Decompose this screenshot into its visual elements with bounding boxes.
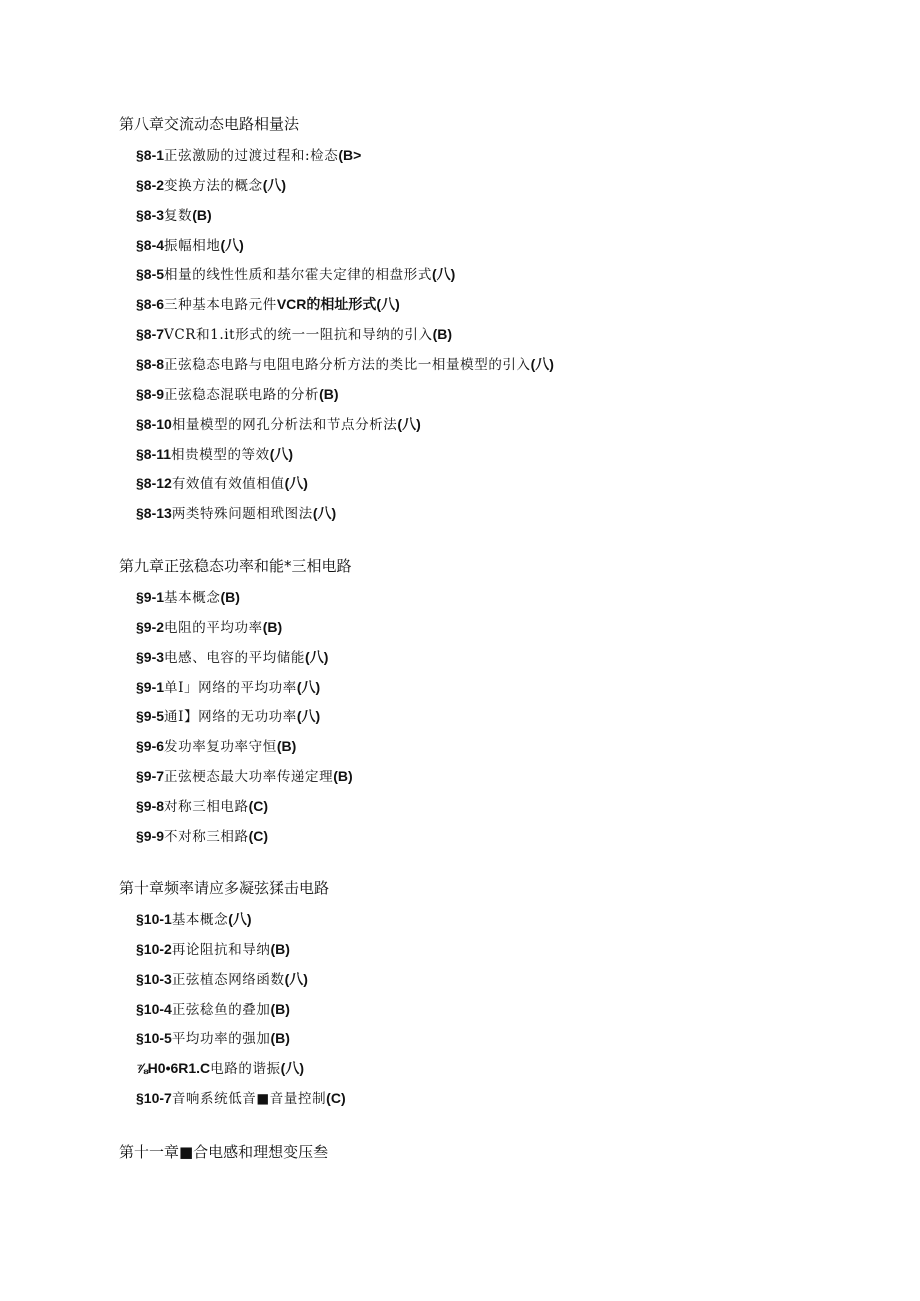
section-level-tag: (B) xyxy=(276,738,297,755)
section-level-tag: (B) xyxy=(270,1030,290,1047)
section-entry xyxy=(136,175,286,196)
section-title: 对称三相电路 xyxy=(164,798,249,815)
section-title: 相量模型的网孔分析法和节点分析法 xyxy=(171,416,398,433)
section-entry xyxy=(136,617,282,638)
section-level-tag: (八) xyxy=(296,708,321,725)
section-level-tag: (八) xyxy=(284,475,308,492)
section-entry xyxy=(136,677,320,698)
section-entry xyxy=(136,1028,290,1049)
section-level-tag: (B) xyxy=(262,618,283,635)
section-number: §8-9 xyxy=(136,385,165,402)
section-number: §9-3 xyxy=(136,648,165,665)
section-entry xyxy=(136,736,296,757)
section-entry xyxy=(136,444,293,465)
section-entry xyxy=(136,414,421,435)
section-title: 发功率复功率守恒 xyxy=(164,739,277,756)
section-level-tag: VCR的相址形式(八) xyxy=(276,296,400,313)
section-entry xyxy=(136,647,328,668)
section-title: 电阻的平均功率 xyxy=(164,619,263,636)
section-title: 基本概念 xyxy=(164,590,221,606)
section-title: 不对称三相路 xyxy=(164,828,249,845)
section-number: §10-5 xyxy=(136,1030,172,1047)
section-number: §8-11 xyxy=(136,445,172,462)
section-number: §9-8 xyxy=(136,797,165,814)
section-title: 复数 xyxy=(164,207,193,224)
section-entry xyxy=(136,796,268,817)
section-entry xyxy=(136,324,452,345)
chapter-title: 第八章交流动态电路相量法 xyxy=(119,115,300,133)
section-number: §10-1 xyxy=(136,911,172,927)
section-level-tag: (八) xyxy=(280,1060,304,1077)
section-title: 电感、电容的平均储能 xyxy=(164,649,306,666)
section-level-tag: (C) xyxy=(248,827,269,844)
section-title: 正弦稳态混联电路的分析 xyxy=(164,386,320,403)
section-entry xyxy=(136,826,268,847)
section-entry xyxy=(136,145,361,166)
section-number: §8-5 xyxy=(136,266,165,283)
section-entry xyxy=(136,909,252,930)
section-number: §10-7 xyxy=(136,1090,172,1107)
section-number: §8-13 xyxy=(136,505,172,522)
section-title: 有效值有效值相值 xyxy=(171,476,285,493)
section-number: §8-1 xyxy=(136,147,165,163)
section-level-tag: (B) xyxy=(432,326,453,343)
section-title: 基本概念 xyxy=(171,912,229,928)
section-entry xyxy=(136,939,290,960)
section-number: §8-6 xyxy=(136,296,165,313)
section-entry xyxy=(136,384,339,405)
section-level-tag: (八) xyxy=(312,505,337,522)
section-level-tag: (八) xyxy=(530,355,554,372)
section-level-tag: (B) xyxy=(319,385,339,402)
section-entry xyxy=(136,706,320,727)
section-number: §9-2 xyxy=(136,618,165,635)
section-entry xyxy=(136,766,353,787)
section-number: §9-9 xyxy=(136,827,165,844)
section-number: §9-1 xyxy=(136,589,165,605)
section-entry xyxy=(136,999,290,1020)
section-number: §9-7 xyxy=(136,768,165,785)
section-entry xyxy=(136,1058,304,1079)
section-level-tag: (八) xyxy=(296,678,321,695)
section-level-tag: (B> xyxy=(338,147,362,163)
section-title: 三种基本电路元件 xyxy=(164,297,277,314)
section-entry xyxy=(136,264,455,285)
section-title: VCR和1.it形式的统一一阻抗和导纳的引入 xyxy=(164,327,433,344)
section-entry xyxy=(136,294,400,315)
section-level-tag: (C) xyxy=(248,797,269,814)
section-title: 正弦稳态电路与电阻电路分析方法的类比一相量模型的引入 xyxy=(164,356,531,373)
section-entry xyxy=(136,235,244,256)
section-title: 两类特殊问题相玳图法 xyxy=(171,506,313,523)
section-level-tag: (八) xyxy=(284,970,308,987)
section-number: §8-12 xyxy=(136,475,172,492)
section-title: 正弦激励的过渡过程和:检态 xyxy=(164,148,339,164)
section-level-tag: (八) xyxy=(262,176,287,193)
section-level-tag: (八) xyxy=(269,445,294,462)
section-number: §9-5 xyxy=(136,708,165,725)
section-number: §8-4 xyxy=(136,236,165,253)
section-entry xyxy=(136,473,308,494)
section-title: 单I」网络的平均功率 xyxy=(164,679,297,696)
section-number: §8-3 xyxy=(136,206,165,223)
section-title: 再论阻抗和导纳 xyxy=(171,941,271,958)
section-number: §8-2 xyxy=(136,176,165,193)
section-entry xyxy=(136,503,336,524)
section-title: 相贵模型的等效 xyxy=(171,446,270,463)
section-level-tag: (B) xyxy=(270,1000,290,1017)
section-title: 变换方法的概念 xyxy=(164,177,263,194)
section-number: §9-1 xyxy=(136,678,165,695)
section-level-tag: (八) xyxy=(220,236,244,253)
section-entry xyxy=(136,1088,346,1109)
section-level-tag: (B) xyxy=(192,206,212,223)
chapter-title: 第十章频率请应多凝弦猱击电路 xyxy=(119,879,330,897)
section-level-tag: (B) xyxy=(333,768,353,785)
section-entry xyxy=(136,354,554,375)
section-title: 正弦梗态最大功率传递定理 xyxy=(164,769,334,786)
section-title: 相量的线性性质和基尔霍夫定律的相盘形式 xyxy=(164,267,432,284)
section-level-tag: (B) xyxy=(270,940,290,957)
section-number: ⅞H0•6R1.C xyxy=(136,1060,211,1077)
section-entry xyxy=(136,205,212,226)
section-title: 平均功率的强加 xyxy=(171,1031,271,1048)
section-level-tag: (八) xyxy=(305,648,329,665)
section-entry xyxy=(136,969,308,990)
section-number: §8-8 xyxy=(136,355,165,372)
section-title: 正弦植态网络函数 xyxy=(171,971,285,988)
section-entry xyxy=(136,587,240,608)
section-number: §8-10 xyxy=(136,415,172,432)
section-title: 音响系统低音■音量控制 xyxy=(171,1091,327,1108)
section-number: §10-3 xyxy=(136,970,172,987)
section-level-tag: (八) xyxy=(228,911,252,927)
section-number: §9-6 xyxy=(136,738,165,755)
section-number: §10-4 xyxy=(136,1000,172,1017)
section-number: §10-2 xyxy=(136,940,172,957)
section-title: 通I】网络的无功功率 xyxy=(164,709,297,726)
section-title: 振幅相地 xyxy=(164,237,221,254)
section-title: 电路的谐振 xyxy=(210,1061,281,1078)
section-number: §8-7 xyxy=(136,326,165,343)
chapter-title: 第九章正弦稳态功率和能*三相电路 xyxy=(119,557,352,575)
section-level-tag: (C) xyxy=(326,1090,346,1107)
section-title: 正弦稔鱼的叠加 xyxy=(171,1001,271,1018)
chapter-title: 第十一章■合电感和理想变压叁 xyxy=(119,1143,329,1161)
section-level-tag: (八) xyxy=(397,415,421,432)
section-level-tag: (B) xyxy=(220,589,240,605)
section-level-tag: (八) xyxy=(431,266,456,283)
